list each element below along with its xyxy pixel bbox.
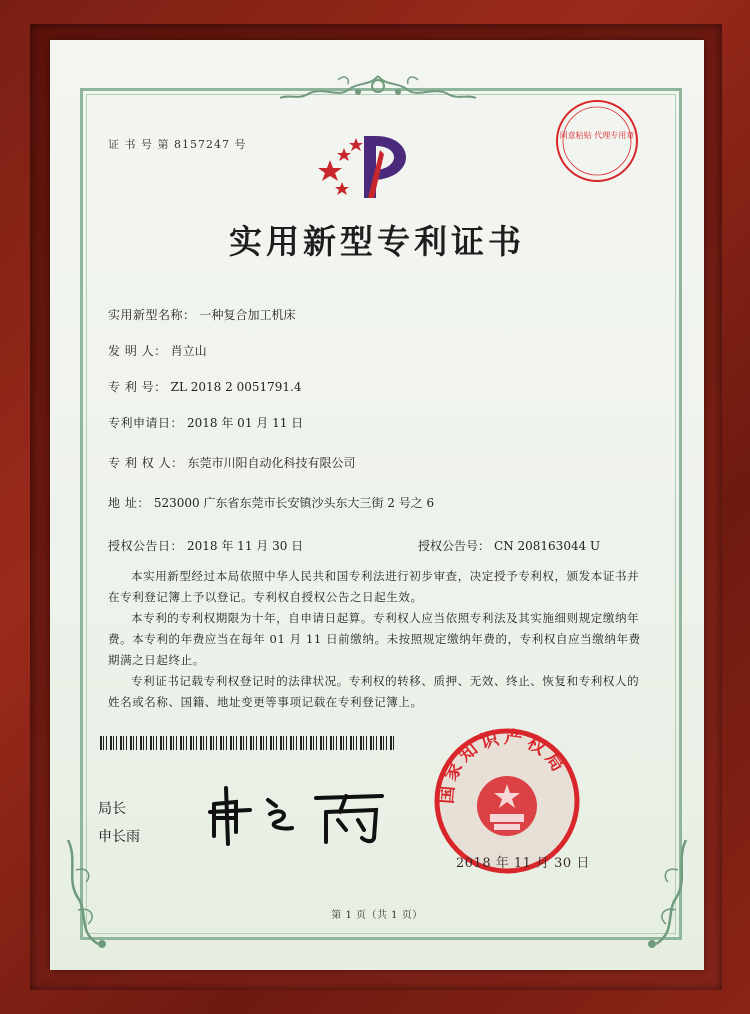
agency-stamp-icon (552, 96, 642, 186)
field-utility-model-name (108, 306, 296, 323)
field-label: 实用新型名称： (108, 308, 196, 322)
certificate-paper (50, 40, 704, 970)
field-value: 肖立山 (170, 344, 207, 358)
field-publication-number (418, 537, 600, 554)
field-patent-number (108, 378, 301, 395)
certificate-title: 实用新型专利证书 (229, 222, 525, 261)
director-name: 申长雨 (98, 829, 140, 845)
field-application-date (108, 414, 303, 431)
barcode-icon (100, 736, 396, 750)
field-label: 发 明 人： (108, 344, 167, 358)
field-inventor (108, 342, 207, 359)
field-value: 2018 年 01 月 11 日 (187, 416, 304, 430)
field-value: ZL 2018 2 0051791.4 (170, 380, 302, 394)
field-value: 523000 广东省东莞市长安镇沙头东大三街 2 号之 6 (153, 496, 435, 510)
paragraph-register: 专利证书记载专利权登记时的法律状况。专利权的转移、质押、无效、终止、恢复和专利权人的姓名或名称、国籍、地址变更等事项记载在专利登记簿上。 (108, 674, 640, 709)
stamp-text: 同意粘贴 代理专用章 (559, 131, 635, 140)
patent-office-logo-icon (318, 130, 428, 202)
paragraph-grant: 本实用新型经过本局依照中华人民共和国专利法进行初步审查，决定授予专利权，颁发本证书并在专利登记簿上予以登记。专利权自授权公告之日起生效。 (108, 569, 640, 604)
corner-ornament-bottom-right-icon (636, 840, 696, 950)
certificate-body-text (108, 566, 642, 713)
seal-date: 2018 年 11 月 30 日 (456, 856, 590, 871)
field-value: 东莞市川阳自动化科技有限公司 (187, 456, 356, 470)
field-patentee (108, 454, 355, 471)
director-title: 局长 (98, 801, 126, 817)
field-value: 一种复合加工机床 (199, 308, 296, 322)
field-label: 授权公告号： (418, 539, 491, 553)
field-label: 专利申请日： (108, 416, 184, 430)
field-grant-date (108, 537, 303, 554)
field-label: 授权公告日： (108, 539, 184, 553)
field-label: 专 利 权 人： (108, 456, 184, 470)
paragraph-term: 本专利的专利权期限为十年，自申请日起算。专利权人应当依照专利法及其实施细则规定缴纳年费。本专利的年费应当在每年 01 月 11 日前缴纳。未按照规定缴纳年费的，专利权自应当缴纳年费期满之日起终止。 (108, 611, 641, 667)
field-label: 地 址： (108, 496, 150, 510)
field-address (108, 494, 434, 511)
seal-text: 国家知识产权局 (436, 726, 571, 805)
corner-ornament-bottom-left-icon (58, 840, 118, 950)
field-value: CN 208163044 U (494, 539, 601, 553)
field-value: 2018 年 11 月 30 日 (187, 539, 304, 553)
field-label: 专 利 号： (108, 380, 167, 394)
certificate-number: 证 书 号 第 8157247 号 (108, 138, 247, 151)
page-number: 第 1 页（共 1 页） (331, 910, 423, 921)
top-ornament-icon (278, 72, 478, 106)
signature-icon (206, 778, 406, 848)
